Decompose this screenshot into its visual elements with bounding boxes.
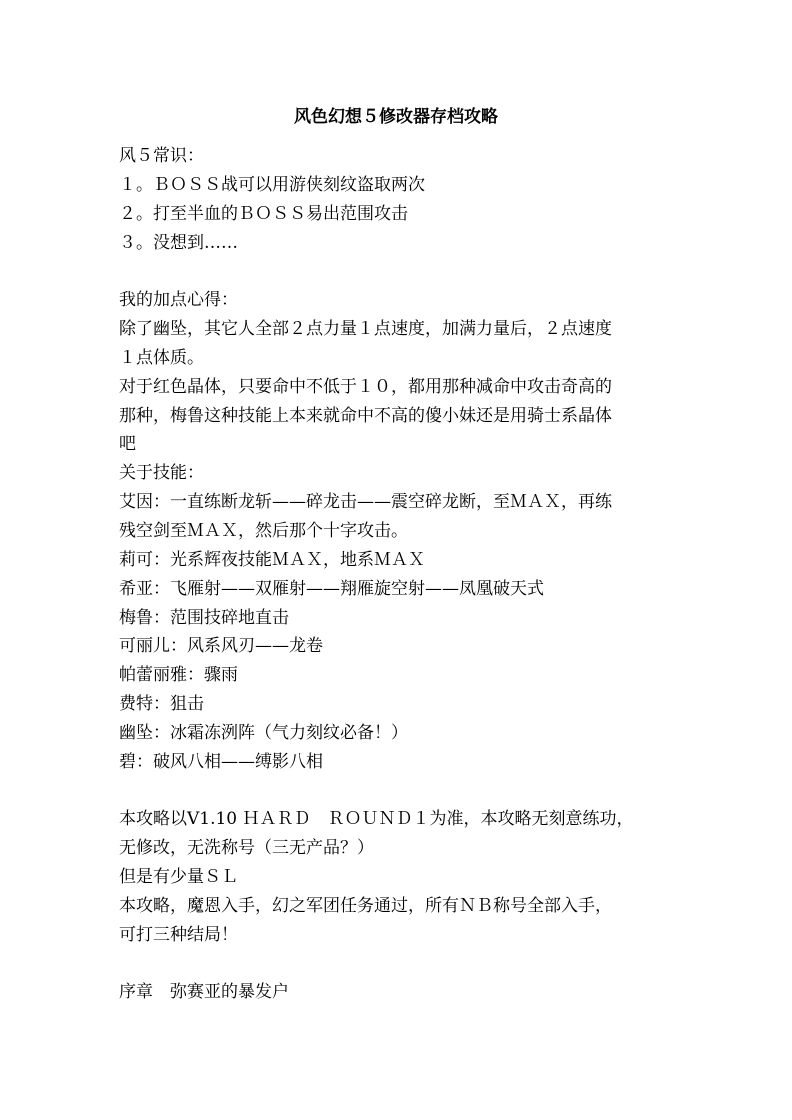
document-body xyxy=(119,142,679,1007)
text-line: １点体质。 xyxy=(119,347,204,368)
text-line: 希亚：飞雁射——双雁射——翔雁旋空射——凤凰破天式 xyxy=(119,578,544,599)
text-line: 关于技能： xyxy=(119,463,204,484)
text-line: 对于红色晶体，只要命中不低于１０，都用那种减命中攻击奇高的 xyxy=(119,376,612,397)
text-line: 幽坠：冰霜冻洌阵（气力刻纹必备！） xyxy=(119,722,408,743)
text-line: 我的加点心得： xyxy=(119,290,238,311)
text-line: 吧 xyxy=(119,434,136,455)
text-line: 艾因：一直练断龙斩——碎龙击——震空碎龙断，至ＭＡＸ，再练 xyxy=(119,492,612,513)
blank-line xyxy=(119,950,679,979)
text-line: 帕蕾丽雅：骤雨 xyxy=(119,665,238,686)
text-line: １。ＢＯＳＳ战可以用游侠刻纹盗取两次 xyxy=(119,174,425,195)
text-line: 碧：破风八相——缚影八相 xyxy=(119,751,323,772)
text-line: 本攻略以V1.10 ＨＡＲＤ ＲＯＵＮＤ１为准，本攻略无刻意练功， xyxy=(119,809,634,830)
text-line: 费特：狙击 xyxy=(119,694,204,715)
text-line: 梅鲁：范围技碎地直击 xyxy=(119,607,289,628)
text-line: 莉可：光系辉夜技能ＭＡＸ，地系ＭＡＸ xyxy=(119,549,425,570)
text-line: 可丽儿：风系风刃——龙卷 xyxy=(119,636,323,657)
blank-line xyxy=(119,257,679,286)
text-line: 但是有少量ＳＬ xyxy=(119,867,238,888)
text-line: ３。没想到…… xyxy=(119,232,238,253)
text-line: 残空剑至ＭＡＸ，然后那个十字攻击。 xyxy=(119,520,408,541)
text-line: 风５常识： xyxy=(119,146,204,166)
text-line: 无修改，无洗称号（三无产品？） xyxy=(119,838,374,859)
text-line: 那种，梅鲁这种技能上本来就命中不高的傻小妹还是用骑士系晶体 xyxy=(119,405,612,426)
text-line: 除了幽坠，其它人全部２点力量１点速度，加满力量后，２点速度 xyxy=(119,319,612,340)
document-title: 风色幻想５修改器存档攻略 xyxy=(294,107,498,127)
text-line: 本攻略，魔恩入手，幻之军团任务通过，所有ＮＢ称号全部入手， xyxy=(119,895,612,916)
blank-line xyxy=(119,777,679,806)
text-line: 可打三种结局！ xyxy=(119,924,238,945)
text-line: 序章 弥赛亚的暴发户 xyxy=(119,982,289,1003)
text-line: ２。打至半血的ＢＯＳＳ易出范围攻击 xyxy=(119,203,408,224)
